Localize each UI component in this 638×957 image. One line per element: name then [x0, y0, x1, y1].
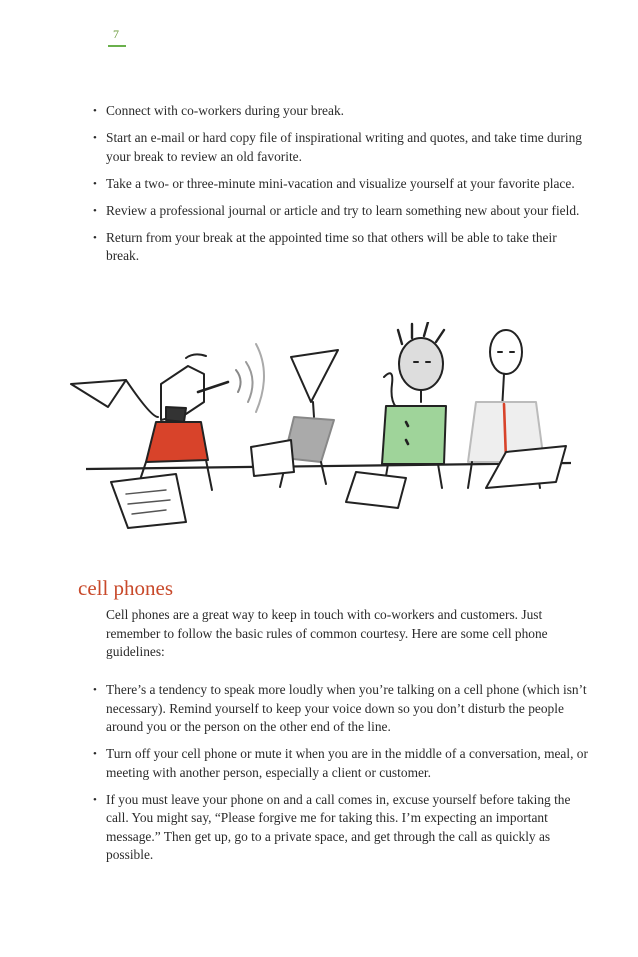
list-item: • Connect with co-workers during your break.	[90, 102, 590, 121]
list-item: • Turn off your cell phone or mute it when you are in the middle of a conversation, meal, or meeting with another person, especially a client or customer.	[90, 745, 590, 782]
page-number: 7	[113, 27, 119, 41]
list-item: • Return from your break at the appointed time so that others will be able to take their break.	[90, 229, 590, 266]
section-heading-cell-phones: cell phones	[78, 576, 174, 600]
list-item: • There’s a tendency to speak more loudly when you’re talking on a cell phone (which isn’t necessary). Remind yourself to keep your voice down so you don’t disturb the people around you or the person on the other end of the line.	[90, 681, 590, 737]
list-item: • Review a professional journal or article and try to learn something new about your field.	[90, 202, 590, 221]
page-number-rule	[108, 45, 126, 47]
break-tips-list	[90, 102, 590, 274]
cell-phones-intro: Cell phones are a great way to keep in touch with co-workers and customers. Just remember to follow the basic rules of common courtesy. Here are some cell phone guidelines:	[106, 607, 548, 659]
office-workers-illustration	[66, 322, 586, 542]
list-item: • Take a two- or three-minute mini-vacation and visualize yourself at your favorite place.	[90, 175, 590, 194]
list-item: • Start an e-mail or hard copy file of inspirational writing and quotes, and take time during your break to review an old favorite.	[90, 129, 590, 166]
list-item: • If you must leave your phone on and a call comes in, excuse yourself before taking the call. You might say, “Please forgive me for taking this. I’m expecting an important message.” Then get up, go to a private space, and get through the call as quickly as possible.	[90, 791, 590, 865]
cell-phone-guidelines-list	[90, 681, 590, 873]
figure-loud-talker	[71, 344, 264, 528]
figure-green-worker	[346, 322, 446, 508]
